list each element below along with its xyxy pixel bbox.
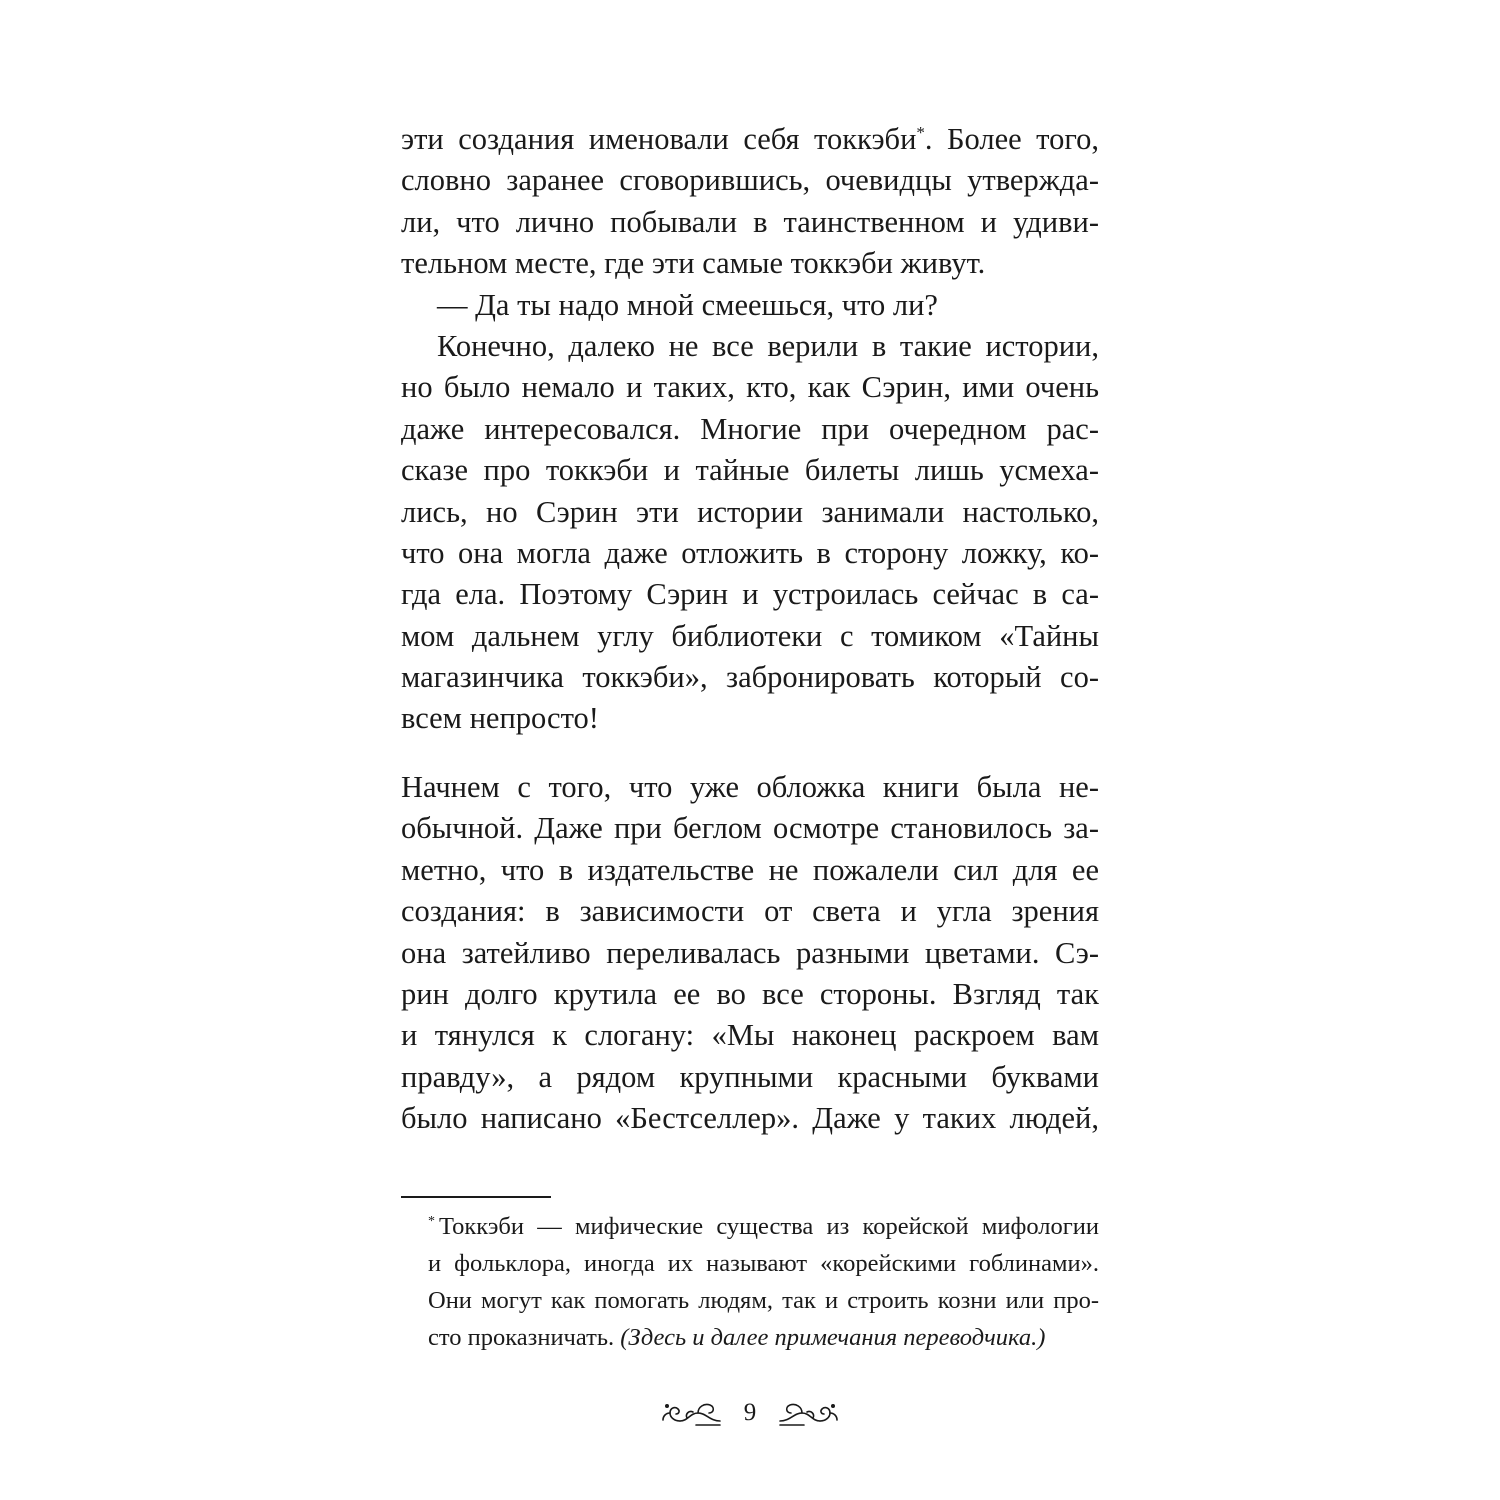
- text-line: гда ела. Поэтому Сэрин и устроилась сейчас в са-: [401, 577, 1099, 612]
- text-line: было написано «Бестселлер». Даже у таких людей,: [401, 1101, 1099, 1136]
- footnote-divider: [401, 1196, 551, 1198]
- text-line: рин долго крутила ее во все стороны. Взгляд так: [401, 976, 1099, 1011]
- text-line: создания: в зависимости от света и угла зрения: [401, 894, 1099, 929]
- footnote-line: сто проказничать. (Здесь и далее примечания переводчика.): [428, 1324, 1046, 1351]
- text-line: сказе про токкэби и тайные билеты лишь усмеха-: [401, 453, 1099, 488]
- text-line: эти создания именовали себя токкэби*. Более того,: [401, 122, 1099, 156]
- text-line: магазинчика токкэби», забронировать который со-: [401, 660, 1099, 695]
- footnote-marker: *: [428, 1213, 435, 1229]
- text-line: что она могла даже отложить в сторону ложку, ко-: [401, 535, 1099, 570]
- text-line: Конечно, далеко не все верили в такие истории,: [437, 328, 1099, 363]
- swirl-ornament-icon: [778, 1399, 840, 1427]
- text-line: тельном месте, где эти самые токкэби живут.: [401, 246, 986, 281]
- text-line: и тянулся к слогану: «Мы наконец раскроем вам: [401, 1018, 1099, 1053]
- text-line: даже интересовался. Многие при очередном рас-: [401, 411, 1099, 446]
- main-text-upper: [401, 119, 1099, 740]
- page-number: 9: [743, 1399, 757, 1426]
- footnote: [428, 1208, 1099, 1356]
- text-line: обычной. Даже при беглом осмотре становилось за-: [401, 811, 1099, 846]
- main-text-lower: [401, 767, 1099, 1140]
- text-line: метно, что в издательстве не пожалели сил для ее: [401, 852, 1099, 887]
- text-line: но было немало и таких, кто, как Сэрин, ими очень: [401, 370, 1099, 405]
- text-line: мом дальнем углу библиотеки с томиком «Тайны: [401, 618, 1099, 653]
- page-folio: [660, 1395, 840, 1431]
- text-line: Начнем с того, что уже обложка книги была не-: [401, 770, 1099, 804]
- text-line: лись, но Сэрин эти истории занимали настолько,: [401, 494, 1099, 529]
- translator-note: (Здесь и далее примечания переводчика.): [620, 1324, 1046, 1351]
- footnote-reference-marker[interactable]: *: [916, 122, 925, 142]
- footnote-line: * Токкэби — мифические существа из корейской мифологии: [428, 1213, 1099, 1240]
- text-line: всем непросто!: [401, 701, 599, 736]
- text-line: она затейливо переливалась разными цветами. Сэ-: [401, 935, 1099, 970]
- text-line: словно заранее сговорившись, очевидцы утвержда-: [401, 163, 1099, 198]
- footnote-line: Они могут как помогать людям, так и строить козни или про-: [428, 1287, 1099, 1314]
- swirl-ornament-icon: [660, 1399, 722, 1427]
- text-line: ли, что лично побывали в таинственном и удиви-: [401, 204, 1099, 239]
- text-line: правду», а рядом крупными красными буквами: [401, 1059, 1099, 1094]
- footnote-line: и фольклора, иногда их называют «корейскими гоблинами».: [428, 1250, 1099, 1277]
- dialogue-line: — Да ты надо мной смеешься, что ли?: [437, 287, 938, 322]
